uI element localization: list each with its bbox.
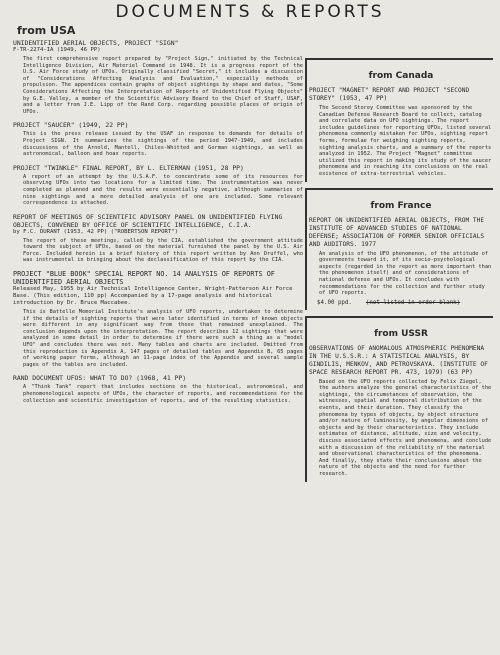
entry-robertson-report [13, 213, 303, 264]
entry-title: REPORT OF MEETINGS OF SCIENTIFIC ADVISORY PANEL ON UNIDENTIFIED FLYING OBJECTS, CONVENED BY OFFICE OF SCIENTIFIC INTELLIGENCE, C.I.A. [13, 212, 283, 229]
ussr-heading: from USSR [374, 328, 428, 339]
usa-column [13, 24, 303, 410]
france-price: $4.00 ppd. [317, 299, 352, 306]
entry-project-saucer [13, 121, 303, 157]
france-price-row [317, 300, 493, 306]
usa-heading: from USA [17, 24, 76, 37]
canada-title: PROJECT "MAGNET" REPORT AND PROJECT "SECOND STOREY" [309, 87, 470, 102]
entry-project-sign [13, 39, 303, 115]
france-struck-note: (not listed in order blank) [365, 299, 461, 306]
entry-rand-document [13, 374, 303, 404]
entry-title: UNIDENTIFIED AERIAL OBJECTS, PROJECT "SIGN" [13, 39, 179, 47]
entry-title: PROJECT "BLUE BOOK" SPECIAL REPORT NO. 14 ANALYSIS OF REPORTS OF UNIDENTIFIED AERIAL OBJECTS [13, 270, 275, 287]
france-body: An analysis of the UFO phenomenon, of the attitude of governments toward it, of its socio-psychological aspects (regarded in the report as more important than the phenomenon itself) and of considerations of national defense and UFOs. It concludes with recommendations for the collection and further study of UFO reports. [319, 250, 492, 297]
canada-box [305, 58, 493, 182]
entry-sub: (1949, 22 PP) [78, 121, 129, 130]
entry-sub: (1968, 41 PP) [136, 374, 187, 383]
entry-project-twinkle [13, 164, 303, 207]
entry-sub: BY L. ELTERMAN (1951, 28 PP) [136, 163, 244, 172]
entry-title: RAND DOCUMENT UFOS: WHAT TO DO? [13, 374, 133, 383]
entry-sub: Released May, 1955 by Air Technical Intelligence Center, Wright-Patterson Air Force Base. (This edition, 110 pp) Accompanied by a 17-page analysis and historical introduction by Dr. Bruce Maccabee. [13, 286, 293, 307]
entry-title: PROJECT "TWINKLE" FINAL REPORT, [13, 163, 133, 172]
entry-sub: by F.C. DURANT (1953, 42 PP) ("ROBERTSON REPORT") [13, 228, 179, 235]
france-box [305, 188, 493, 310]
ussr-body: Based on the UFO reports collected by Felix Ziegel, the authors analyze the general characteristics of the sightings, the circumstances of observation, the witnesses, spatial and temporal distribution of the events, and their duration. They classify the phenomena by types of objects, by object structure and/or nature of luminosity, by angular dimensions of objects and by their characteristics. They include estimates of distance, altitude, size and velocity, discuss associated effects and phenomena, and conclude with a discussion of the reliability of the material and observational characteristics of the phenomena. And finally, they state their conclusions about the nature of the objects and the need for further research. [319, 378, 492, 477]
canada-sub: (1953, 47 PP) [338, 95, 388, 102]
entry-title: PROJECT "SAUCER" [13, 121, 75, 130]
entry-body: This is Battelle Memorial Institute's analysis of UFO reports, undertaken to determine if the details of sighting reports that were later identified in terms of known objects were different in any significant way from those that remained unexplained. The conclusion depends upon the interpretation. The report describes 12 sightings that were analyzed in some detail in order to determine if there were such a thing as a "model UFO" and concludes there was not. Many tables and charts are included. Omitted from this reproduction is Appendix A, 147 pages of detailed tables and Appendix B, 65 pages of working paper forms, although an 11-page index of the Appendix and several sample pages of the tables are included. [23, 309, 303, 368]
entry-body: A "Think Tank" report that includes sections on the historical, astronomical, and phenomenological aspects of UFOs, the character of reports, and recommendations for the collection and scientific investigation of reports, and of the resulting statistics. [23, 384, 303, 404]
entry-body: The first comprehensive report prepared by "Project Sign," initiated by the Technical Intelligence Division, Air Materiel Command in 1948. It is a progress report of the U.S. Air Force study of UFOs. Originally classified "Secret," it includes a discussion of "Considerations Affecting Analysis and Evaluation," especially methods of propulsion. The appendices contain graphs of object sightings by shape and dates, "Some Considerations Affecting the Interpretation of Reports of Unidentified Flying Objects" by G.E. Valley, a member of the Scientific Advisory Board to the Chief of Staff, USAF, and a letter from J.E. Lipp of the Rand Corp. regarding possible places of origin of UFOs. [23, 56, 303, 115]
france-heading: from France [370, 200, 432, 211]
entry-body: This is the press release issued by the USAF in response to demands for details of Project SIGN. It summarizes the sightings of the period 1947-1949, and includes discussions of the Arnold, Mantell, Chiles-Whitted and Gorman sightings, as well as astronomical, balloon and hoax reports. [23, 131, 303, 158]
ussr-title: OBSERVATIONS OF ANOMALOUS ATMOSPHERIC PHENOMENA IN THE U.S.S.R.: A STATISTICAL ANALYSIS, BY GINDILIS, MENKOV, AND PETROVSKAYA. (INSTITUTE OF SPACE RESEARCH REPORT PR. 473, 1979) (63 PP) [309, 344, 488, 376]
canada-body: The Second Storey Committee was sponsored by the Canadian Defense Research Board to collect, catalog and correlate data on UFO sightings. The report includes guidelines for reporting UFOs, listed several phenomena commonly mistaken for UFOs, sighting report forms, formulae for weighing sighting reports, sighting analysis charts, and a summary of the reports analyzed in 1952. The Project "Magnet" committee utilized this report in making its study of the saucer phenomena and in reaching its conclusions on the real existence of extra-terrestrial vehicles. [319, 105, 492, 177]
entry-blue-book [13, 270, 303, 368]
canada-heading: from Canada [368, 71, 434, 81]
foreign-column [305, 58, 493, 488]
france-title: REPORT ON UNIDENTIFIED AERIAL OBJECTS, FROM THE INSTITUTE OF ADVANCED STUDIES OF NATIONAL DEFENSE; ASSOCIATION OF FORMER SENIOR OFFICIALS AND AUDITORS. 1977 [309, 216, 485, 248]
entry-sub: F-TR-2274-IA (1949, 46 PP) [13, 47, 101, 53]
ussr-box [305, 316, 493, 482]
entry-body: A report of an attempt by the U.S.A.F. to concentrate some of its resources for observing UFOs into two locations for a limited time. The instrumentation was never completed as planned and the results were essentially negative, although summaries of nine sightings and a more detailed analysis of one are included. Some relevant correspondence is attached. [23, 173, 303, 207]
page-title: DOCUMENTS & REPORTS [115, 2, 385, 22]
entry-body: The report of these meetings, called by the CIA, established the government attitude toward the subject of UFOs, based on the material furnished the panel by the U.S. Air Force. Included herein is a brief history of this report written by Ann Druffel, who was instrumental in bringing about the declassification of this report by the CIA. [23, 237, 303, 264]
